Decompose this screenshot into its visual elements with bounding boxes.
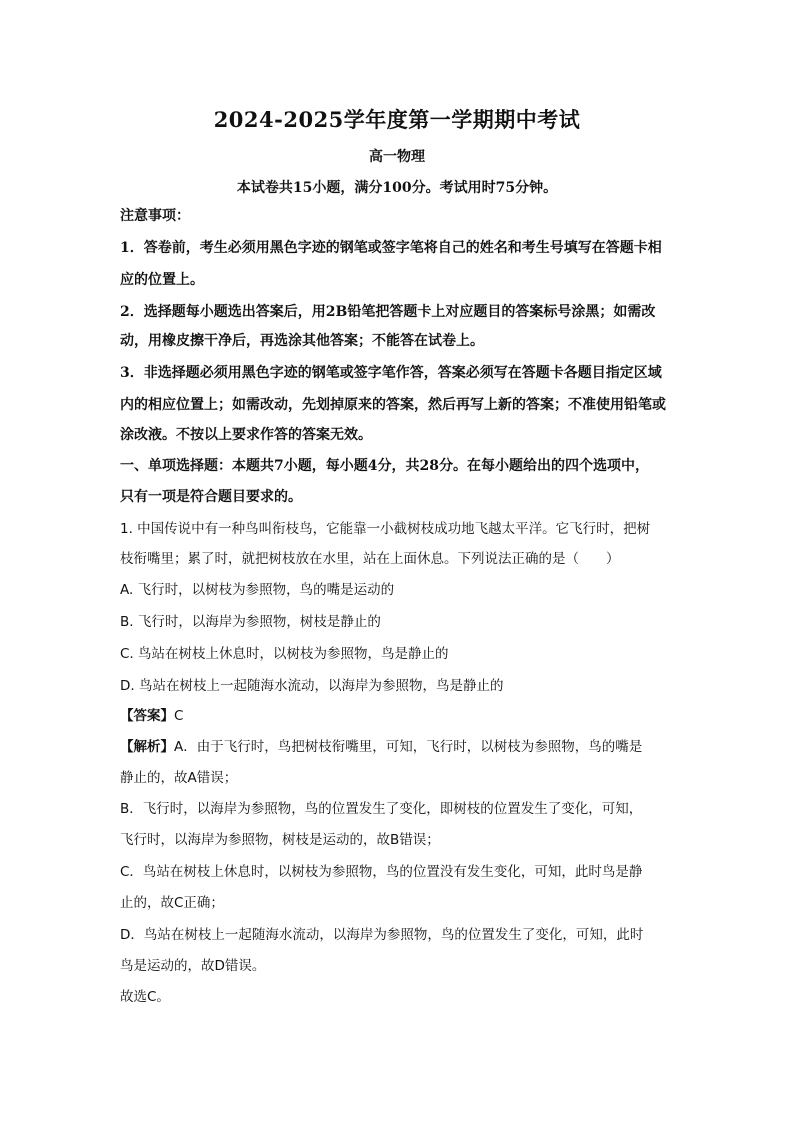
question-stem: 1. 中国传说中有一种鸟叫衔枝鸟，它能靠一小截树枝成功地飞越太平洋。它飞行时，把树 bbox=[120, 521, 651, 537]
exam-info: 本试卷共15小题，满分100分。考试用时75分钟。 bbox=[236, 180, 558, 196]
option-a: A. 飞行时，以树枝为参照物，鸟的嘴是运动的 bbox=[120, 582, 395, 598]
question-stem: 枝衔嘴里；累了时，就把树枝放在水里，站在上面休息。下列说法正确的是（ ） bbox=[120, 551, 620, 567]
option-b: B. 飞行时，以海岸为参照物，树枝是静止的 bbox=[120, 614, 381, 630]
notes-line: 3．非选择题必须用黑色字迹的钢笔或签字笔作答，答案必须写在答题卡各题目指定区域 bbox=[120, 365, 662, 381]
answer-tag: 【答案】 bbox=[120, 708, 174, 724]
notes-heading: 注意事项： bbox=[120, 208, 190, 224]
notes-line: 应的位置上。 bbox=[120, 272, 204, 288]
answer-value: C bbox=[174, 708, 184, 724]
notes-line: 内的相应位置上；如需改动，先划掉原来的答案，然后再写上新的答案；不准使用铅笔或 bbox=[120, 397, 666, 413]
answer-line bbox=[120, 706, 680, 726]
analysis-line: C．鸟站在树枝上休息时，以树枝为参照物，鸟的位置没有发生变化，可知，此时鸟是静 bbox=[120, 864, 643, 880]
analysis-line: 静止的，故A错误； bbox=[120, 770, 238, 786]
option-c: C. 鸟站在树枝上休息时，以树枝为参照物，鸟是静止的 bbox=[120, 646, 449, 662]
analysis-tag: 【解析】 bbox=[120, 739, 174, 755]
exam-title: 2024-2025学年度第一学期期中考试 bbox=[213, 107, 581, 132]
analysis-line: 鸟是运动的，故D错误。 bbox=[120, 958, 266, 974]
analysis-line: 故选C。 bbox=[120, 989, 170, 1005]
section-heading: 只有一项是符合题目要求的。 bbox=[120, 489, 302, 505]
subject-title: 高一物理 bbox=[369, 149, 425, 165]
analysis-line: B．飞行时，以海岸为参照物，鸟的位置发生了变化，即树枝的位置发生了变化，可知， bbox=[120, 801, 643, 817]
option-d: D. 鸟站在树枝上一起随海水流动，以海岸为参照物，鸟是静止的 bbox=[120, 678, 504, 694]
analysis-line: D．鸟站在树枝上一起随海水流动，以海岸为参照物，鸟的位置发生了变化，可知，此时 bbox=[120, 927, 644, 943]
analysis-line bbox=[120, 737, 680, 757]
analysis-line: 飞行时，以海岸为参照物，树枝是运动的，故B错误； bbox=[120, 832, 440, 848]
notes-line: 1．答卷前，考生必须用黑色字迹的钢笔或签字笔将自己的姓名和考生号填写在答题卡相 bbox=[120, 240, 662, 256]
section-heading: 一、单项选择题：本题共7小题，每小题4分，共28分。在每小题给出的四个选项中， bbox=[120, 458, 649, 474]
notes-line: 2．选择题每小题选出答案后，用2B铅笔把答题卡上对应题目的答案标号涂黑；如需改 bbox=[120, 304, 656, 320]
notes-line: 涂改液。不按以上要求作答的答案无效。 bbox=[120, 427, 372, 443]
analysis-line: 止的，故C正确； bbox=[120, 895, 224, 911]
notes-line: 动，用橡皮擦干净后，再选涂其他答案；不能答在试卷上。 bbox=[120, 333, 484, 349]
analysis-text: A．由于飞行时，鸟把树枝衔嘴里，可知，飞行时，以树枝为参照物，鸟的嘴是 bbox=[174, 739, 643, 755]
